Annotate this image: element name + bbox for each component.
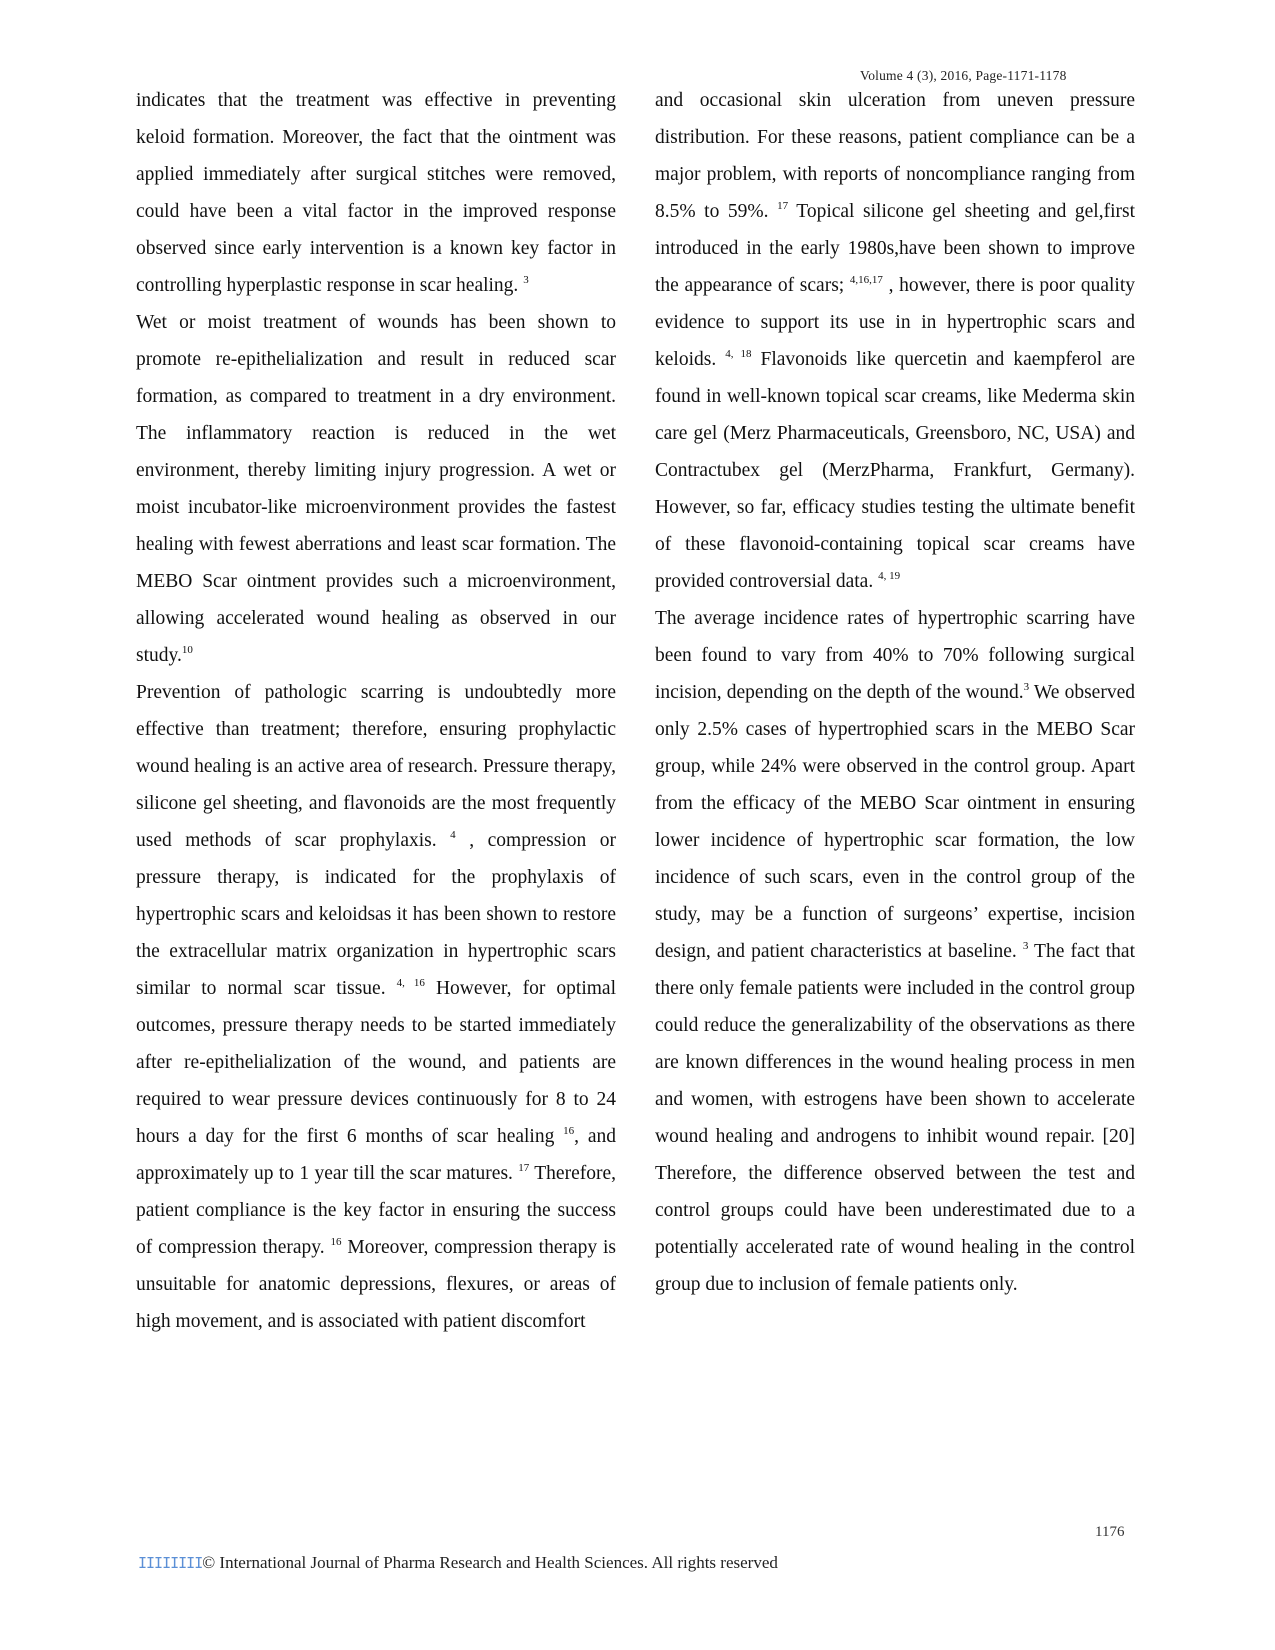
- text-run: , however, there is poor quality evidence to support its use in in hypertrophic scars and keloids.: [655, 275, 1135, 370]
- citation-superscript: 4: [450, 829, 456, 841]
- text-run: We observed only 2.5% cases of hypertrophied scars in the MEBO Scar group, while 24% were observed in the control group. Apart from the efficacy of the MEBO Scar ointment in ensuring lower incidence of hypertrophic scar formation, the low incidence of such scars, even in the control group of the study, may be a function of surgeons’ expertise, incision design, and patient characteristics at baseline.: [655, 682, 1135, 962]
- text-run: , and approximately up to 1 year till the scar matures.: [136, 1126, 617, 1184]
- text-run: Wet or moist treatment of wounds has been shown to promote re-epithelialization and result in reduced scar formation, as compared to treatment in a dry environment. The inflammatory reaction is reduced in the wet environment, thereby limiting injury progression. A wet or moist incubator-like microenvironment provides the fastest healing with fewest aberrations and least scar formation. The MEBO Scar ointment provides such a microenvironment, allowing accelerated wound healing as observed in our study.: [136, 312, 616, 666]
- paragraph: [136, 674, 616, 1340]
- citation-superscript: 17: [777, 200, 789, 212]
- text-run: The average incidence rates of hypertrophic scarring have been found to vary from 40% to 70% following surgical incision, depending on the depth of the wound.: [655, 608, 1135, 703]
- text-run: Topical silicone gel sheeting and gel,first introduced in the early 1980s,have been shown to improve the appearance of scars;: [655, 201, 1135, 296]
- text-run: The fact that there only female patients were included in the control group could reduce the generalizability of the observations as there are known differences in the wound healing process in men and women, with estrogens have been shown to accelerate wound healing and androgens to inhibit wound repair. [20] Therefore, the difference observed between the test and control groups could have been underestimated due to a potentially accelerated rate of wound healing in the control group due to inclusion of female patients only.: [655, 941, 1135, 1295]
- paragraph: [136, 82, 616, 304]
- citation-superscript: 17: [518, 1162, 530, 1174]
- paragraph: [655, 82, 1135, 600]
- left-column: [136, 82, 616, 1340]
- journal-volume-header: Volume 4 (3), 2016, Page-1171-1178: [860, 68, 1067, 83]
- copyright-text: © International Journal of Pharma Research and Health Sciences. All rights reserved: [202, 1553, 778, 1572]
- text-run: Flavonoids like quercetin and kaempferol are found in well-known topical scar creams, like Mederma skin care gel (Merz Pharmaceuticals, Greensboro, NC, USA) and Contractubex gel (MerzPharma, Frankfurt, Germany). However, so far, efficacy studies testing the ultimate benefit of these flavonoid-containing topical scar creams have provided controversial data.: [655, 349, 1135, 592]
- citation-superscript: 4,16,17: [849, 274, 883, 286]
- text-run: , compression or pressure therapy, is indicated for the prophylaxis of hypertrophic scars and keloidsas it has been shown to restore the extracellular matrix organization in hypertrophic scars similar to normal scar tissue.: [136, 830, 616, 999]
- page-number: 1176: [1095, 1524, 1125, 1540]
- text-run: Therefore, patient compliance is the key factor in ensuring the success of compression therapy.: [136, 1163, 616, 1258]
- citation-superscript: 4, 19: [878, 570, 901, 582]
- citation-superscript: 3: [523, 274, 529, 286]
- text-run: Moreover, compression therapy is unsuitable for anatomic depressions, flexures, or areas of high movement, and is associated with patient discomfort: [136, 1237, 616, 1332]
- text-run: indicates that the treatment was effective in preventing keloid formation. Moreover, the fact that the ointment was applied immediately after surgical stitches were removed, could have been a vital factor in the improved response observed since early intervention is a known key factor in controlling hyperplastic response in scar healing.: [136, 90, 616, 296]
- citation-superscript: 3: [1023, 681, 1030, 693]
- paragraph: [136, 304, 616, 674]
- paragraph: [655, 600, 1135, 1303]
- citation-superscript: 10: [181, 644, 193, 656]
- citation-superscript: 3: [1022, 940, 1029, 952]
- citation-superscript: 16: [330, 1236, 342, 1248]
- citation-superscript: 4, 18: [725, 348, 752, 360]
- copyright-footer: [138, 1553, 778, 1573]
- right-column: [655, 82, 1135, 1303]
- footer-bars-icon: IIIIIIII: [138, 1554, 203, 1572]
- text-run: However, for optimal outcomes, pressure therapy needs to be started immediately after re-epithelialization of the wound, and patients are required to wear pressure devices continuously for 8 to 24 hours a day for the first 6 months of scar healing: [136, 978, 616, 1147]
- text-run: Prevention of pathologic scarring is undoubtedly more effective than treatment; therefore, ensuring prophylactic wound healing is an active area of research. Pressure therapy, silicone gel sheeting, and flavonoids are the most frequently used methods of scar prophylaxis.: [136, 682, 616, 851]
- citation-superscript: 16: [563, 1125, 575, 1137]
- text-run: and occasional skin ulceration from uneven pressure distribution. For these reasons, patient compliance can be a major problem, with reports of noncompliance ranging from 8.5% to 59%.: [655, 90, 1135, 222]
- citation-superscript: 4, 16: [396, 977, 425, 989]
